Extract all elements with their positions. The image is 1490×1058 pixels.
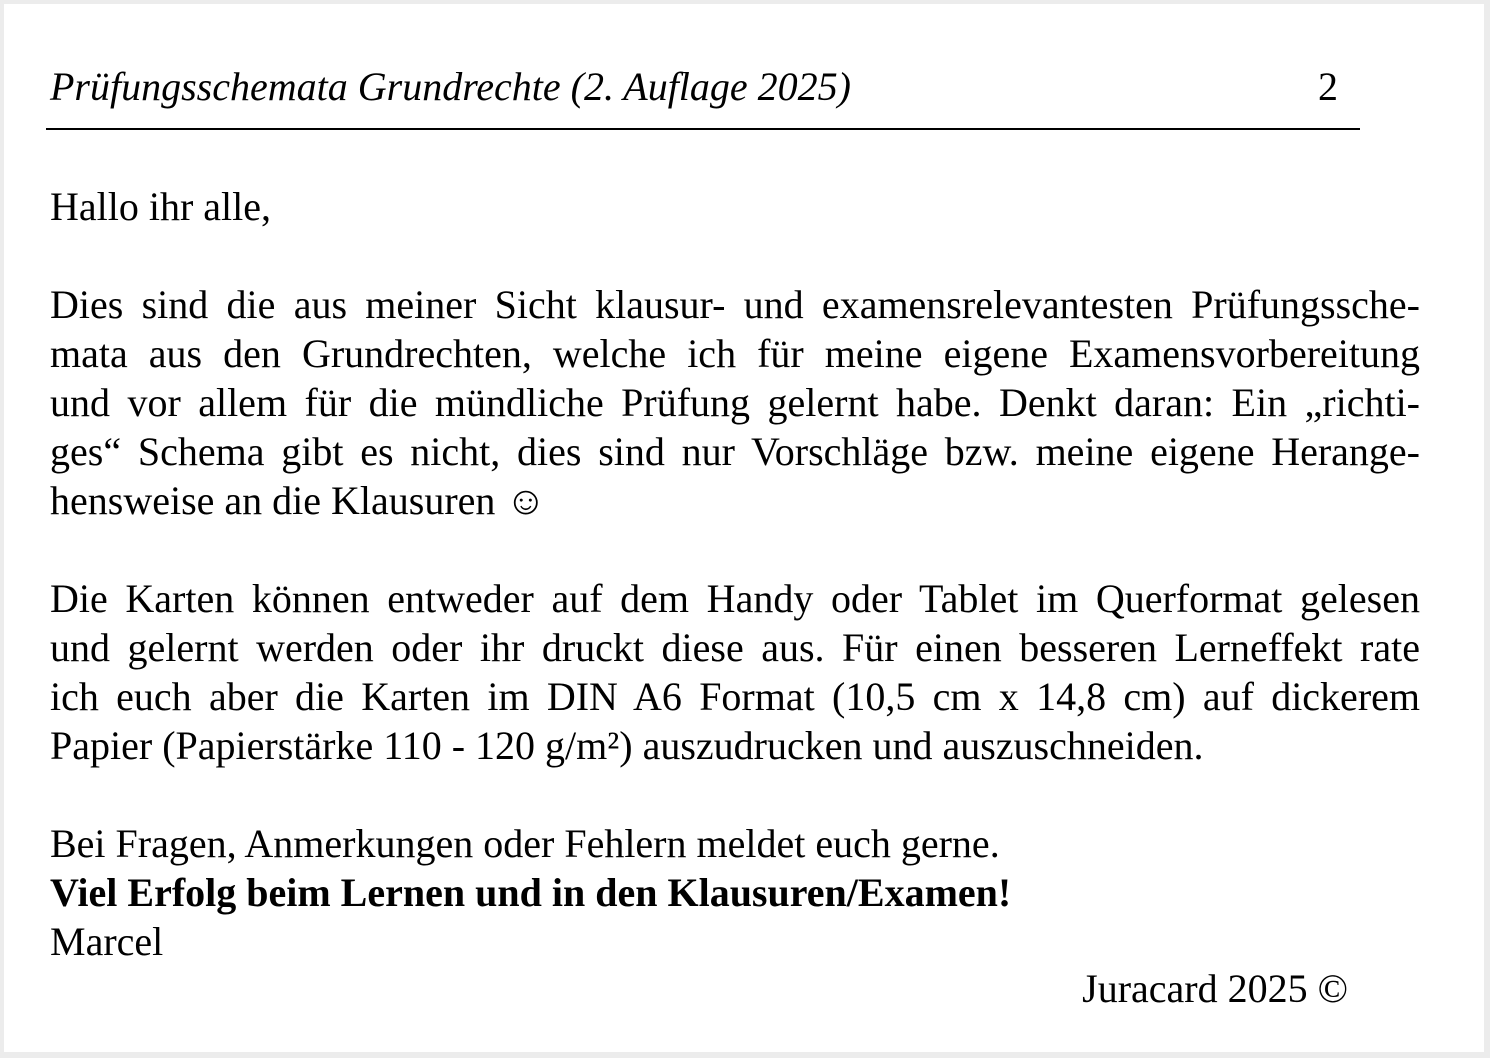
- paragraph-line: Dies sind die aus meiner Sicht klausur- und examensrelevantesten Prüfungssche-: [50, 282, 1420, 327]
- paragraph-line: hensweise an die Klausuren ☺: [50, 478, 547, 523]
- paragraph-line: ich euch aber die Karten im DIN A6 Format (10,5 cm x 14,8 cm) auf dickerem: [50, 674, 1420, 719]
- paragraph-line: und gelernt werden oder ihr druckt diese aus. Für einen besseren Lerneffekt rate: [50, 625, 1420, 670]
- document-page: [4, 4, 1484, 1052]
- paragraph-intro: [50, 280, 1420, 525]
- paragraph-line: ges“ Schema gibt es nicht, dies sind nur Vorschläge bzw. meine eigene Herange-: [50, 429, 1420, 474]
- greeting: Hallo ihr alle,: [50, 184, 272, 229]
- paragraph-spacer: [50, 770, 1420, 819]
- closing-line: Bei Fragen, Anmerkungen oder Fehlern meldet euch gerne.: [50, 821, 1000, 866]
- paragraph-printing: [50, 574, 1420, 770]
- page-number: 2: [1318, 64, 1338, 109]
- paragraph-line: mata aus den Grundrechten, welche ich für meine eigene Examensvorbereitung: [50, 331, 1420, 376]
- letter-body: [50, 182, 1420, 966]
- closing-bold-line: Viel Erfolg beim Lernen und in den Klausuren/Examen!: [50, 870, 1012, 915]
- page-header: [46, 62, 1360, 130]
- paragraph-line: und vor allem für die mündliche Prüfung gelernt habe. Denkt daran: Ein „richti-: [50, 380, 1420, 425]
- paragraph-spacer: [50, 525, 1420, 574]
- paragraph-line: Die Karten können entweder auf dem Handy oder Tablet im Querformat gelesen: [50, 576, 1420, 621]
- paragraph-line: Papier (Papierstärke 110 - 120 g/m²) auszudrucken und auszuschneiden.: [50, 723, 1204, 768]
- header-title: Prüfungsschemata Grundrechte (2. Auflage 2025): [50, 64, 851, 109]
- paragraph-spacer: [50, 231, 1420, 280]
- signature: Marcel: [50, 919, 164, 964]
- footer-copyright: Juracard 2025 ©: [1082, 966, 1348, 1011]
